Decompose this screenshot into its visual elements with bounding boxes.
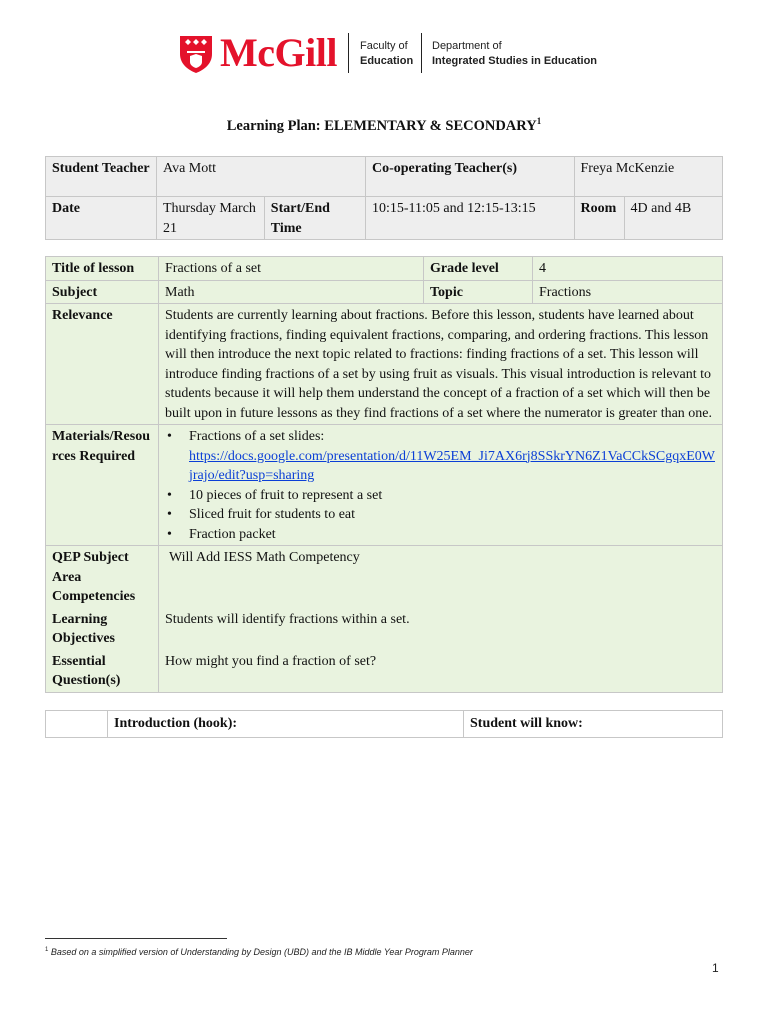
- coop-teacher-value: Freya McKenzie: [574, 157, 722, 197]
- relevance-value: Students are currently learning about fractions. Before this lesson, students have learned about identifying fractions, finding equivalent fractions, comparing, and ordering fractions. This lesson will then introduce the next topic related to fractions: finding fractions of a set. This lesson will introduce finding fractions of a set by using fruit as visuals. This visual introduction is relevant to students because it will help them understand the concept of a fraction of a set which will then be built upon in future lessons as they find fractions of a set where the numerator is greater than one.: [159, 304, 723, 425]
- essential-question-label: Essential Question(s): [46, 650, 159, 693]
- title-of-lesson-label: Title of lesson: [46, 257, 159, 281]
- materials-list-cell: [159, 425, 723, 546]
- room-label: Room: [574, 197, 624, 240]
- learning-objectives-label: Learning Objectives: [46, 608, 159, 650]
- materials-list: [167, 427, 716, 544]
- topic-value: Fractions: [533, 280, 723, 304]
- time-label: Start/End Time: [264, 197, 365, 240]
- grade-level-value: 4: [533, 257, 723, 281]
- subject-value: Math: [159, 280, 424, 304]
- qep-value: Will Add IESS Math Competency: [159, 546, 723, 608]
- room-value: 4D and 4B: [624, 197, 722, 240]
- student-teacher-label: Student Teacher: [46, 157, 157, 197]
- lesson-table: [45, 256, 723, 693]
- empty-cell: [46, 711, 108, 738]
- learning-objectives-value: Students will identify fractions within a set.: [159, 608, 723, 650]
- coop-teacher-label: Co-operating Teacher(s): [366, 157, 575, 197]
- footnote-ref: 1: [536, 116, 542, 126]
- list-item: • Sliced fruit for students to eat: [189, 505, 716, 525]
- plan-sections-table: [45, 710, 723, 738]
- topic-label: Topic: [424, 280, 533, 304]
- list-item: • 10 pieces of fruit to represent a set: [189, 486, 716, 506]
- date-value: Thursday March 21: [157, 197, 265, 240]
- department-label: Department of Integrated Studies in Education: [432, 40, 598, 67]
- header-divider: [348, 33, 349, 73]
- student-teacher-value: Ava Mott: [157, 157, 366, 197]
- title-of-lesson-value: Fractions of a set: [159, 257, 424, 281]
- footnote-divider: [45, 938, 227, 939]
- grade-level-label: Grade level: [424, 257, 533, 281]
- faculty-label: Faculty of Education: [360, 40, 414, 67]
- footnote: $^1$ Based on a simplified version of Understanding by Design (UBD) and the IB Middle Year Program Planner: [45, 947, 473, 957]
- essential-question-value: How might you find a fraction of set?: [159, 650, 723, 693]
- slides-link[interactable]: https://docs.google.com/presentation/d/11W25EM_Ji7AX6rj8SSkrYN6Z1VaCCkSCgqxE0Wjrajo/edit?usp=sharing: [189, 448, 716, 483]
- qep-label: QEP Subject Area Competencies: [46, 546, 159, 608]
- header-divider: [421, 33, 422, 73]
- list-item: • Fractions of a set slides: https://docs.google.com/presentation/d/11W25EM_Ji7AX6rj8SSkrYN6Z1VaCCkSCgqxE0Wjrajo/edit?usp=sharing: [189, 427, 716, 486]
- list-item: • Fraction packet: [189, 525, 716, 545]
- brand-name: McGill: [220, 30, 337, 75]
- date-label: Date: [46, 197, 157, 240]
- student-will-know-label: Student will know:: [464, 711, 723, 738]
- time-value: 10:15-11:05 and 12:15-13:15: [366, 197, 575, 240]
- relevance-label: Relevance: [46, 304, 159, 425]
- materials-label: Materials/Resources Required: [46, 425, 159, 546]
- page-title: Learning Plan: ELEMENTARY & SECONDARY$^1$: [226, 116, 542, 134]
- page-number: 1: [712, 961, 719, 975]
- info-table: [45, 156, 723, 240]
- introduction-hook-label: Introduction (hook):: [108, 711, 464, 738]
- subject-label: Subject: [46, 280, 159, 304]
- mcgill-crest-logo: [178, 34, 214, 74]
